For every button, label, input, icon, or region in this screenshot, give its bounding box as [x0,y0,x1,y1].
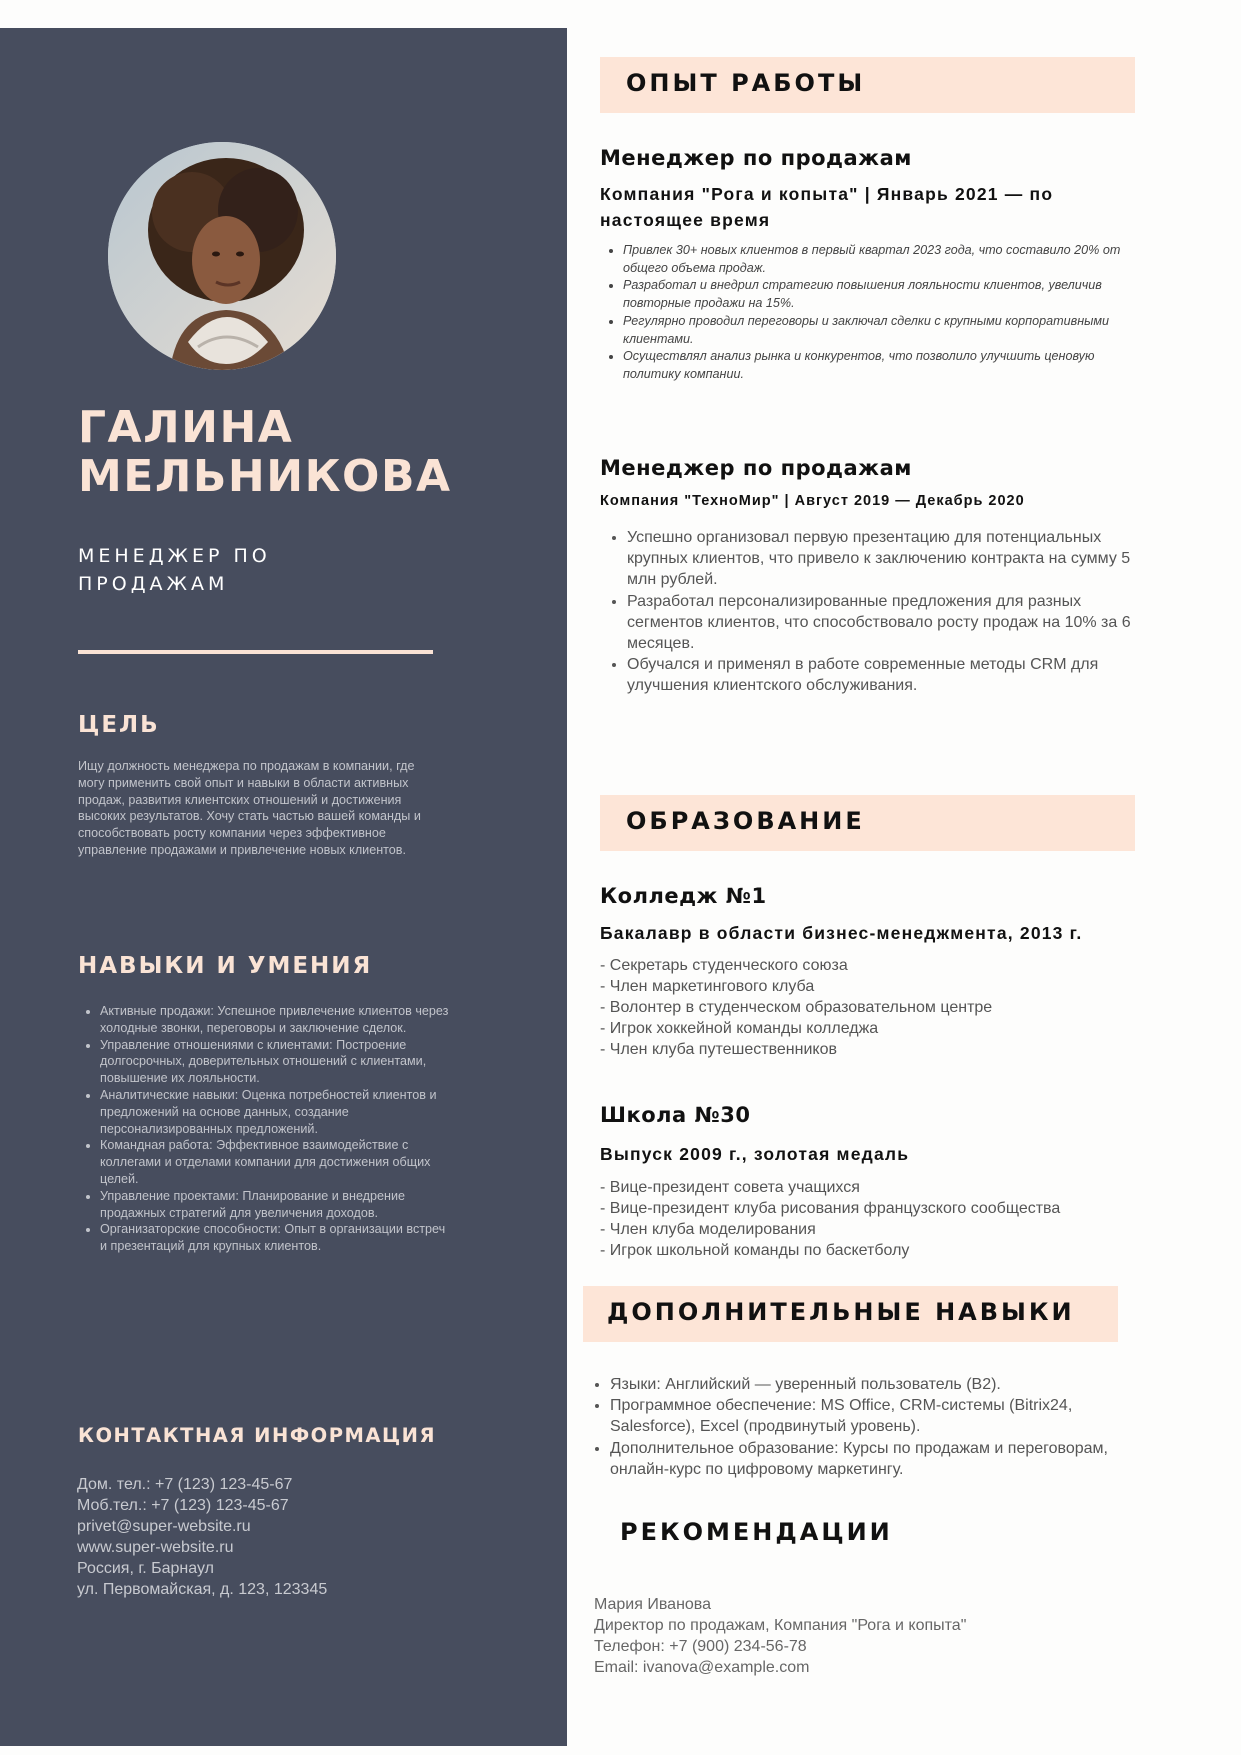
school-degree: Бакалавр в области бизнес-менеджмента, 2013 г. [600,923,1083,943]
list-item: • Разработал и внедрил стратегию повышения лояльности клиентов, увеличив повторные продажи на 15%. [623,277,1143,312]
reference-phone: Телефон: +7 (900) 234-56-78 [594,1638,807,1655]
contact-mobile-phone: Моб.тел.: +7 (123) 123-45-67 [77,1497,289,1514]
list-item: • Привлек 30+ новых клиентов в первый квартал 2023 года, что составило 20% от общего объема продаж. [623,242,1143,277]
contact-home-phone: Дом. тел.: +7 (123) 123-45-67 [77,1476,293,1493]
objective-text: Ищу должность менеджера по продажам в компании, где могу применить свой опыт и навыки в области активных продаж, развития клиентских отношений и достижения высоких результатов. Хочу стать частью вашей команды и способствовать росту компании через эффективное управление продажами и привлечение новых клиентов. [78,759,421,857]
contact-city: Россия, г. Барнаул [77,1560,214,1577]
sidebar-divider [78,650,433,654]
job-company: Компания "ТехноМир" | Август 2019 — Декабрь 2020 [600,493,1025,509]
reference-position: Директор по продажам, Компания "Рога и копыта" [594,1617,967,1634]
list-item: • Управление отношениями с клиентами: Построение долгосрочных, доверительных отношений с клиентами, повышение их лояльности. [100,1037,455,1087]
experience-heading: ОПЫТ РАБОТЫ [626,69,866,97]
additional-list [583,1374,1130,1480]
education-band [600,795,1135,851]
list-item: • Дополнительное образование: Курсы по продажам и переговорам, онлайн-курс по цифровому маркетингу. [610,1438,1130,1480]
list-item: • Аналитические навыки: Оценка потребностей клиентов и предложений на основе данных, создание персонализированных предложений. [100,1087,455,1137]
additional-heading: ДОПОЛНИТЕЛЬНЫЕ НАВЫКИ [607,1298,1075,1326]
list-item: - Секретарь студенческого союза [600,957,848,974]
list-item: • Командная работа: Эффективное взаимодействие с коллегами и отделами компании для достижения общих целей. [100,1137,455,1187]
job-company: Компания "Рога и копыта" | Январь 2021 — по настоящее время [600,184,1054,230]
list-item: - Вице-президент совета учащихся [600,1179,860,1196]
list-item: • Обучался и применял в работе современные методы CRM для улучшения клиентского обслуживания. [627,654,1147,696]
list-item: - Член маркетингового клуба [600,978,815,995]
reference-email: Email: ivanova@example.com [594,1659,810,1676]
skills-list [80,1003,455,1255]
list-item: • Осуществлял анализ рынка и конкурентов, что позволило улучшить ценовую политику компании. [623,348,1143,383]
school-name: Школа №30 [600,1103,751,1127]
list-item: - Игрок хоккейной команды колледжа [600,1020,879,1037]
list-item: - Игрок школьной команды по баскетболу [600,1242,910,1259]
list-item: • Организаторские способности: Опыт в организации встреч и презентаций для крупных клиентов. [100,1221,455,1255]
list-item: • Языки: Английский — уверенный пользователь (B2). [610,1374,1130,1395]
education-heading: ОБРАЗОВАНИЕ [626,807,865,835]
contacts-heading: КОНТАКТНАЯ ИНФОРМАЦИЯ [78,1424,436,1447]
contacts-list [77,1474,327,1600]
list-item: • Регулярно проводил переговоры и заключал сделки с крупными корпоративными клиентами. [623,313,1143,348]
profile-photo [108,142,336,370]
references-heading: РЕКОМЕНДАЦИИ [620,1518,893,1546]
job-bullets [600,527,1147,697]
school-degree: Выпуск 2009 г., золотая медаль [600,1144,910,1164]
list-item: - Волонтер в студенческом образовательном центре [600,999,993,1016]
list-item: • Активные продажи: Успешное привлечение клиентов через холодные звонки, переговоры и заключение сделок. [100,1003,455,1037]
candidate-title: МЕНЕДЖЕР ПО ПРОДАЖАМ [78,545,271,595]
list-item: - Член клуба путешественников [600,1041,837,1058]
list-item: • Программное обеспечение: MS Office, CRM-системы (Bitrix24, Salesforce), Excel (продвинутый уровень). [610,1395,1130,1437]
experience-band [600,57,1135,113]
list-item: - Вице-президент клуба рисования французского сообщества [600,1200,1061,1217]
list-item: - Член клуба моделирования [600,1221,816,1238]
contact-email: privet@super-website.ru [77,1518,251,1535]
references-list [594,1594,966,1678]
list-item: • Успешно организовал первую презентацию для потенциальных крупных клиентов, что привело к заключению контракта на сумму 5 млн рублей. [627,527,1147,591]
reference-name: Мария Иванова [594,1596,712,1613]
job-bullets [600,242,1143,384]
school-activities [600,955,992,1060]
list-item: • Разработал персонализированные предложения для разных сегментов клиентов, что способствовало росту продаж на 10% за 6 месяцев. [627,591,1147,655]
job-title: Менеджер по продажам [600,146,912,170]
portrait-image [108,142,336,370]
sidebar [0,28,567,1746]
additional-band [583,1286,1118,1342]
school-activities [600,1177,1060,1261]
contact-street: ул. Первомайская, д. 123, 123345 [77,1581,328,1598]
school-name: Колледж №1 [600,884,767,908]
candidate-name: ГАЛИНА МЕЛЬНИКОВА [78,402,452,502]
contact-website: www.super-website.ru [77,1539,234,1556]
job-title: Менеджер по продажам [600,456,912,480]
skills-heading: НАВЫКИ И УМЕНИЯ [78,953,373,979]
objective-heading: ЦЕЛЬ [78,712,160,738]
list-item: • Управление проектами: Планирование и внедрение продажных стратегий для увеличения доходов. [100,1188,455,1222]
